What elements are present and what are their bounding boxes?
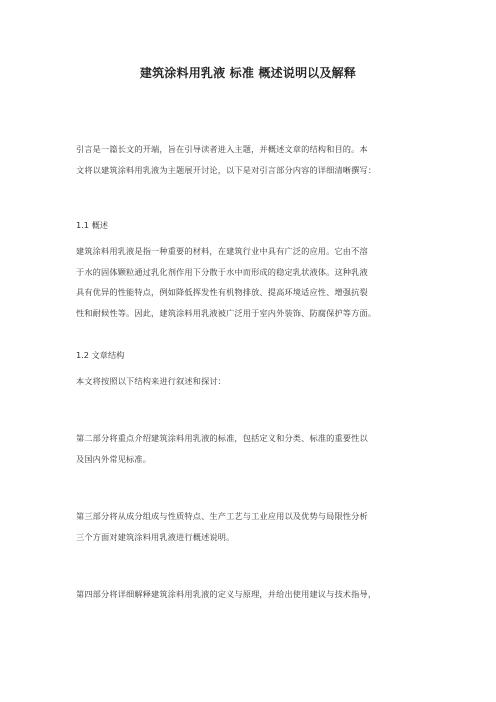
intro-line-1: 引言是一篇长文的开端，旨在引导读者进入主题，并概述文章的结构和目的。本: [76, 144, 368, 154]
part4-line-1: 第四部分将详细解释建筑涂料用乳液的定义与原理，并给出使用建议与技术指导，: [76, 589, 377, 599]
intro-line-2: 文将以建筑涂料用乳液为主题展开讨论，以下是对引言部分内容的详细清晰撰写：: [76, 165, 377, 175]
overview-line-3: 具有优异的性能特点，例如降低挥发性有机物排放、提高环境适应性、增强抗裂: [76, 287, 368, 297]
section-heading-overview: 1.1 概述: [76, 220, 108, 230]
section-heading-structure: 1.2 文章结构: [76, 350, 125, 360]
part2-line-1: 第二部分将重点介绍建筑涂料用乳液的标准，包括定义和分类、标准的重要性以: [76, 433, 368, 443]
structure-line-1: 本文将按照以下结构来进行叙述和探讨：: [76, 376, 227, 386]
part3-line-1: 第三部分将从成分组成与性质特点、生产工艺与工业应用以及优势与局限性分析: [76, 511, 368, 521]
document-title: 建筑涂料用乳液 标准 概述说明以及解释: [139, 66, 357, 80]
overview-line-2: 于水的固体颗粒通过乳化剂作用下分散于水中而形成的稳定乳状液体。这种乳液: [76, 267, 368, 277]
overview-line-4: 性和耐候性等。因此，建筑涂料用乳液被广泛用于室内外装饰、防腐保护等方面。: [76, 308, 377, 318]
overview-line-1: 建筑涂料用乳液是指一种重要的材料，在建筑行业中具有广泛的应用。它由不溶: [76, 246, 368, 256]
part2-line-2: 及国内外常见标准。: [76, 454, 152, 464]
part3-line-2: 三个方面对建筑涂料用乳液进行概述说明。: [76, 532, 235, 542]
